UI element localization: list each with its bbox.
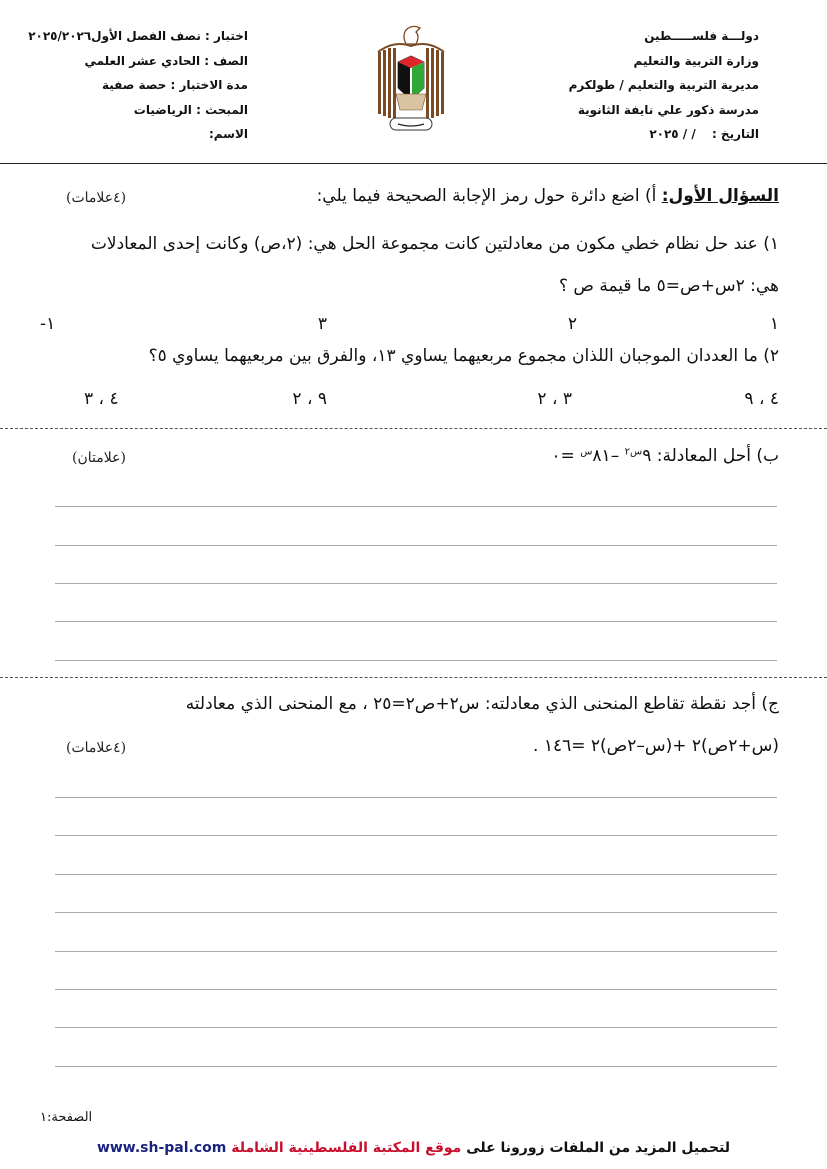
directorate-name: مديرية التربية والتعليم / طولكرم <box>568 78 759 92</box>
footer-site-name[interactable]: موقع المكتبة الفلسطينية الشاملة <box>231 1140 462 1156</box>
part-c-line2: (س+٢ص)٢ +(س–٢ص)٢ =١٤٦ . <box>533 736 779 756</box>
answer-line[interactable] <box>55 1066 777 1067</box>
answer-line[interactable] <box>55 989 777 990</box>
answer-line[interactable] <box>55 506 777 507</box>
answer-line[interactable] <box>55 797 777 798</box>
duration-info: مدة الاختبار : حصة صفية <box>101 78 248 92</box>
item2-option-2[interactable]: ٣ ، ٢ <box>537 389 572 409</box>
footer-promo-text: لتحميل المزيد من الملفات زورونا على <box>466 1140 731 1156</box>
part-a-marks: (٤علامات) <box>66 190 127 206</box>
school-name: مدرسة ذكور علي نايفة الثانوية <box>577 102 759 117</box>
item1-line2: هي: ٢س+ص=٥ ما قيمة ص ؟ <box>558 276 779 296</box>
part-b-question <box>279 446 779 466</box>
section-divider <box>0 677 827 678</box>
date-label: التاريخ : <box>711 127 759 141</box>
header-institution-block <box>539 24 759 147</box>
date-row <box>539 122 759 147</box>
answer-line[interactable] <box>55 951 777 952</box>
part-b-mid: –٨١ <box>592 446 625 466</box>
part-b-exponent-2: س <box>580 446 593 458</box>
exam-title: اختبار : نصف الفصل الأول٢٠٢٥/٢٠٢٦ <box>28 29 248 43</box>
subject-info: المبحث : الرياضيات <box>133 102 248 117</box>
item2-option-1[interactable]: ٤ ، ٩ <box>744 389 779 409</box>
answer-line[interactable] <box>55 835 777 836</box>
item2-option-4[interactable]: ٤ ، ٣ <box>84 389 119 409</box>
answer-line[interactable] <box>55 583 777 584</box>
ministry-name: وزارة التربية والتعليم <box>633 53 759 68</box>
section-divider <box>0 428 827 429</box>
date-value: / / ٢٠٢٥ <box>649 127 696 141</box>
item1-line1: ١) عند حل نظام خطي مكون من معادلتين كانت مجموعة الحل هي: (٢،ص) وكانت إحدى المعادلات <box>90 234 779 254</box>
part-c-marks: (٤علامات) <box>66 740 127 756</box>
answer-line[interactable] <box>55 1027 777 1028</box>
answer-line[interactable] <box>55 621 777 622</box>
state-name: دولـــة فلســـــطين <box>644 29 759 43</box>
item2-option-3[interactable]: ٩ ، ٢ <box>292 389 327 409</box>
item1-option-1[interactable]: ١ <box>769 314 779 334</box>
part-b-exponent-1: س٢ <box>624 446 643 458</box>
answer-line[interactable] <box>55 545 777 546</box>
page-number: الصفحة:١ <box>40 1110 93 1125</box>
part-a-instruction: أ) اضع دائرة حول رمز الإجابة الصحيحة فيما يلي: <box>316 186 657 206</box>
palestine-emblem-icon <box>376 22 446 138</box>
footer-promo <box>0 1140 827 1156</box>
item2-line1: ٢) ما العددان الموجبان اللذان مجموع مربعيهما يساوي ١٣، والفرق بين مربعيهما يساوي ٥؟ <box>148 346 779 366</box>
item1-option-3[interactable]: ٣ <box>317 314 327 334</box>
question1-title: السؤال الأول: <box>661 186 779 206</box>
answer-line[interactable] <box>55 912 777 913</box>
item1-option-4[interactable]: ١- <box>40 314 56 334</box>
footer-site-url[interactable]: www.sh-pal.com <box>96 1140 227 1156</box>
part-b-text: ب) أحل المعادلة: ٩ <box>642 446 779 466</box>
answer-line[interactable] <box>55 660 777 661</box>
item1-option-2[interactable]: ٢ <box>567 314 577 334</box>
student-name-label: الاسم: <box>208 127 248 141</box>
grade-info: الصف : الحادي عشر العلمي <box>84 53 248 68</box>
header-exam-info-block <box>28 24 248 147</box>
question1-heading <box>59 186 779 206</box>
part-b-marks: (علامتان) <box>72 450 126 466</box>
header-divider <box>0 163 827 164</box>
answer-line[interactable] <box>55 874 777 875</box>
part-b-end: =٠ <box>551 446 581 466</box>
part-c-line1: ج) أجد نقطة تقاطع المنحنى الذي معادلته: س٢+ص٢=٢٥ ، مع المنحنى الذي معادلته <box>185 694 779 714</box>
